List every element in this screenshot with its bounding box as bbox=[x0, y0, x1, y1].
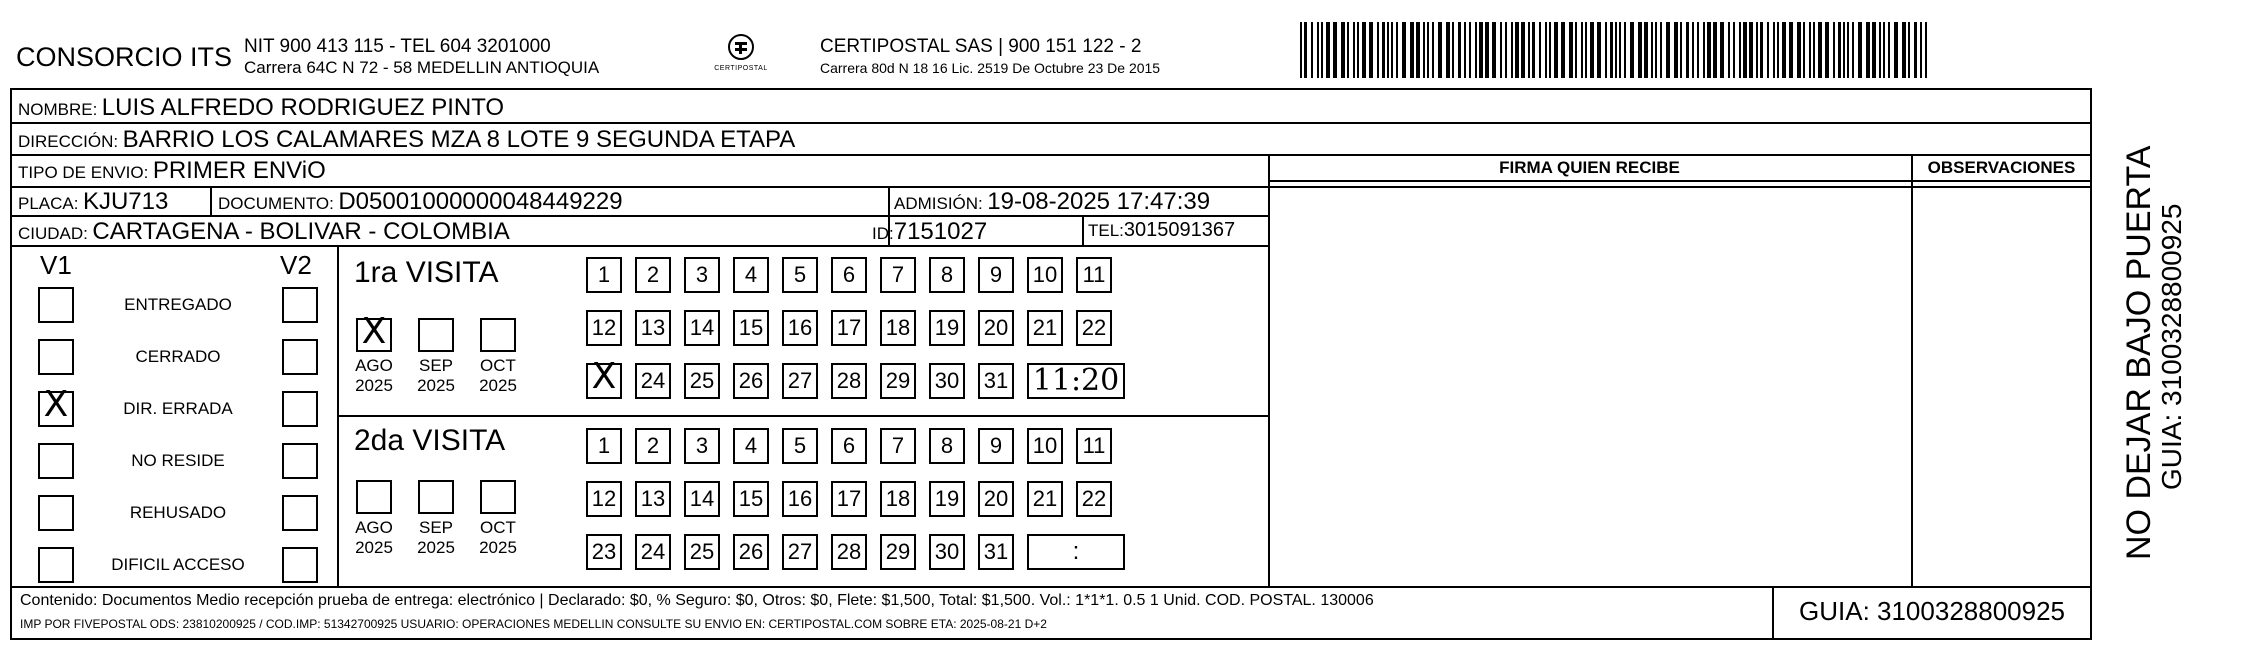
day-box[interactable]: 27 bbox=[782, 534, 818, 570]
id-value: 7151027 bbox=[893, 218, 988, 245]
placa-row bbox=[18, 188, 168, 216]
day-box[interactable]: 12 bbox=[586, 481, 622, 517]
day-box[interactable] bbox=[586, 356, 622, 399]
day-box[interactable]: 1 bbox=[586, 257, 622, 293]
day-box[interactable]: 2 bbox=[635, 257, 671, 293]
ciudad-label: CIUDAD: bbox=[18, 224, 88, 243]
day-box[interactable]: 4 bbox=[733, 428, 769, 464]
documento-label: DOCUMENTO: bbox=[218, 194, 334, 213]
side-guia: GUIA: 3100328800925 bbox=[2156, 203, 2187, 490]
day-box[interactable]: 14 bbox=[684, 310, 720, 346]
second-visit-label: 2da VISITA bbox=[354, 424, 506, 457]
day-box[interactable]: 5 bbox=[782, 257, 818, 293]
day-box[interactable]: 3 bbox=[684, 257, 720, 293]
tel-label: TEL: bbox=[1088, 221, 1124, 240]
day-box[interactable]: 7 bbox=[880, 257, 916, 293]
day-box[interactable]: 9 bbox=[978, 428, 1014, 464]
day-box[interactable]: 18 bbox=[880, 310, 916, 346]
status-label: DIR. ERRADA bbox=[123, 399, 233, 418]
time-field[interactable]: : bbox=[1027, 534, 1125, 570]
day-box[interactable]: 13 bbox=[635, 481, 671, 517]
day-box[interactable]: 19 bbox=[929, 310, 965, 346]
year-label: 2025 bbox=[479, 538, 517, 557]
firma-area[interactable] bbox=[1270, 182, 1909, 584]
admision-label: ADMISIÓN: bbox=[894, 194, 983, 213]
v1-checkbox[interactable] bbox=[38, 547, 74, 583]
status-label: DIFICIL ACCESO bbox=[111, 555, 245, 574]
v1-checkbox[interactable] bbox=[38, 495, 74, 531]
check-mark: X bbox=[591, 356, 617, 397]
logo-text: CERTIPOSTAL bbox=[714, 65, 768, 72]
firma-label: FIRMA QUIEN RECIBE bbox=[1499, 158, 1680, 177]
year-label: 2025 bbox=[417, 376, 455, 395]
day-box[interactable]: 4 bbox=[733, 257, 769, 293]
id-label: ID: bbox=[872, 224, 894, 243]
status-label: REHUSADO bbox=[129, 503, 227, 522]
tipo-value: PRIMER ENViO bbox=[152, 157, 326, 184]
day-box[interactable]: 28 bbox=[831, 534, 867, 570]
tipo-row bbox=[18, 157, 326, 185]
day-box[interactable]: 7 bbox=[880, 428, 916, 464]
documento-value: D05001000000048449229 bbox=[338, 188, 623, 215]
day-box[interactable]: 27 bbox=[782, 363, 818, 399]
direccion-label: DIRECCIÓN: bbox=[18, 132, 119, 151]
day-box[interactable]: 16 bbox=[782, 310, 818, 346]
admision-value: 19-08-2025 17:47:39 bbox=[987, 188, 1211, 215]
day-box[interactable]: 15 bbox=[733, 481, 769, 517]
day-box[interactable]: 22 bbox=[1076, 481, 1112, 517]
month-checkbox[interactable] bbox=[480, 480, 516, 514]
carrier-line1: CERTIPOSTAL SAS | 900 151 122 - 2 bbox=[820, 36, 1142, 57]
day-box[interactable]: 25 bbox=[684, 534, 720, 570]
check-mark: X bbox=[43, 384, 69, 425]
day-box[interactable]: 5 bbox=[782, 428, 818, 464]
day-box[interactable]: 24 bbox=[635, 534, 671, 570]
day-box[interactable]: 23 bbox=[586, 534, 622, 570]
month-label: SEP bbox=[418, 356, 454, 375]
v2-header: V2 bbox=[280, 250, 312, 280]
direccion-value: BARRIO LOS CALAMARES MZA 8 LOTE 9 SEGUNDA ETAPA bbox=[122, 126, 796, 153]
day-box[interactable]: 14 bbox=[684, 481, 720, 517]
admision-row bbox=[894, 188, 1210, 216]
day-box[interactable]: 8 bbox=[929, 428, 965, 464]
v1-checkbox[interactable] bbox=[38, 384, 74, 427]
month-label: AGO bbox=[355, 518, 393, 537]
month-checkbox[interactable] bbox=[480, 318, 516, 352]
v1-checkbox[interactable] bbox=[38, 287, 74, 323]
v2-checkbox[interactable] bbox=[282, 391, 318, 427]
company-line1: NIT 900 413 115 - TEL 604 3201000 bbox=[244, 36, 551, 57]
day-box[interactable]: 6 bbox=[831, 257, 867, 293]
observaciones-area[interactable] bbox=[1913, 182, 2090, 584]
day-box[interactable]: 6 bbox=[831, 428, 867, 464]
month-label: AGO bbox=[355, 356, 393, 375]
day-box[interactable]: 22 bbox=[1076, 310, 1112, 346]
day-box[interactable]: 13 bbox=[635, 310, 671, 346]
month-checkbox[interactable] bbox=[356, 311, 392, 352]
day-box[interactable]: 31 bbox=[978, 534, 1014, 570]
documento-row bbox=[218, 188, 623, 216]
carrier-line2: Carrera 80d N 18 16 Lic. 2519 De Octubre 23 De 2015 bbox=[820, 60, 1161, 76]
nombre-value: LUIS ALFREDO RODRIGUEZ PINTO bbox=[101, 94, 505, 121]
direccion-row bbox=[18, 126, 795, 154]
day-box[interactable]: 25 bbox=[684, 363, 720, 399]
month-label: OCT bbox=[480, 518, 516, 537]
month-checkbox[interactable] bbox=[356, 480, 392, 514]
day-box[interactable]: 21 bbox=[1027, 310, 1063, 346]
nombre-label: NOMBRE: bbox=[18, 100, 98, 119]
status-label: ENTREGADO bbox=[124, 295, 232, 314]
day-box[interactable]: 16 bbox=[782, 481, 818, 517]
v2-checkbox[interactable] bbox=[282, 339, 318, 375]
status-label: CERRADO bbox=[135, 347, 221, 366]
nombre-row bbox=[18, 94, 504, 122]
v1-header: V1 bbox=[40, 250, 72, 280]
observaciones-label: OBSERVACIONES bbox=[1927, 158, 2076, 177]
day-box[interactable]: 1 bbox=[586, 428, 622, 464]
footer-imp: IMP POR FIVEPOSTAL ODS: 23810200925 / COD.IMP: 51342700925 USUARIO: OPERACIONES MEDELLIN CONSULTE SU ENVIO EN: CERTIPOSTAL.COM SOBRE ETA: 2025-08-21 D+2 bbox=[20, 617, 1047, 631]
day-box[interactable]: 8 bbox=[929, 257, 965, 293]
tel-value: 3015091367 bbox=[1123, 219, 1236, 241]
v2-checkbox[interactable] bbox=[282, 495, 318, 531]
year-label: 2025 bbox=[479, 376, 517, 395]
month-checkbox[interactable] bbox=[418, 480, 454, 514]
certipostal-logo-icon bbox=[726, 32, 756, 62]
day-box[interactable]: 3 bbox=[684, 428, 720, 464]
year-label: 2025 bbox=[355, 538, 393, 557]
ciudad-row bbox=[18, 218, 510, 246]
day-box[interactable]: 31 bbox=[978, 363, 1014, 399]
v1-checkbox[interactable] bbox=[38, 339, 74, 375]
day-box[interactable]: 19 bbox=[929, 481, 965, 517]
day-box[interactable]: 20 bbox=[978, 481, 1014, 517]
id-row bbox=[872, 218, 987, 246]
placa-label: PLACA: bbox=[18, 194, 79, 213]
first-visit-label: 1ra VISITA bbox=[354, 256, 499, 289]
status-label: NO RESIDE bbox=[131, 451, 225, 470]
footer-contenido: Contenido: Documentos Medio recepción prueba de entrega: electrónico | Declarado: $0, % Seguro: $0, Otros: $0, Flete: $1,500, Total: $1,500. Vol.: 1*1*1. 0.5 1 Unid. COD. POSTAL. 130006 bbox=[20, 592, 1374, 609]
tipo-label: TIPO DE ENVIO: bbox=[18, 163, 149, 182]
day-box[interactable]: 20 bbox=[978, 310, 1014, 346]
day-box[interactable]: 21 bbox=[1027, 481, 1063, 517]
certipostal-logo bbox=[706, 32, 776, 80]
time-field[interactable]: 11:20 bbox=[1027, 363, 1125, 399]
day-box[interactable]: 29 bbox=[880, 534, 916, 570]
day-box[interactable]: 10 bbox=[1027, 257, 1063, 293]
placa-value: KJU713 bbox=[82, 188, 169, 215]
day-box[interactable]: 30 bbox=[929, 363, 965, 399]
day-box[interactable]: 24 bbox=[635, 363, 671, 399]
day-box[interactable]: 11 bbox=[1076, 257, 1112, 293]
day-box[interactable]: 26 bbox=[733, 363, 769, 399]
day-box[interactable]: 30 bbox=[929, 534, 965, 570]
footer-guia: GUIA: 3100328800925 bbox=[1799, 596, 2065, 626]
day-box[interactable]: 17 bbox=[831, 310, 867, 346]
year-label: 2025 bbox=[355, 376, 393, 395]
year-label: 2025 bbox=[417, 538, 455, 557]
v2-checkbox[interactable] bbox=[282, 547, 318, 583]
v2-checkbox[interactable] bbox=[282, 287, 318, 323]
company-name: CONSORCIO ITS bbox=[16, 42, 233, 72]
day-box[interactable]: 11 bbox=[1076, 428, 1112, 464]
day-box[interactable]: 18 bbox=[880, 481, 916, 517]
day-box[interactable]: 29 bbox=[880, 363, 916, 399]
day-box[interactable]: 10 bbox=[1027, 428, 1063, 464]
day-box[interactable]: 26 bbox=[733, 534, 769, 570]
day-box[interactable]: 15 bbox=[733, 310, 769, 346]
day-box[interactable]: 9 bbox=[978, 257, 1014, 293]
month-label: SEP bbox=[418, 518, 454, 537]
day-box[interactable]: 12 bbox=[586, 310, 622, 346]
tel-row bbox=[1088, 219, 1235, 242]
v2-checkbox[interactable] bbox=[282, 443, 318, 479]
day-box[interactable]: 28 bbox=[831, 363, 867, 399]
day-box[interactable]: 17 bbox=[831, 481, 867, 517]
month-checkbox[interactable] bbox=[418, 318, 454, 352]
side-warning: NO DEJAR BAJO PUERTA bbox=[2120, 145, 2158, 560]
day-box[interactable]: 2 bbox=[635, 428, 671, 464]
month-label: OCT bbox=[480, 356, 516, 375]
company-line2: Carrera 64C N 72 - 58 MEDELLIN ANTIOQUIA bbox=[244, 58, 600, 77]
ciudad-value: CARTAGENA - BOLIVAR - COLOMBIA bbox=[92, 218, 510, 245]
v1-checkbox[interactable] bbox=[38, 443, 74, 479]
barcode bbox=[1300, 22, 1936, 78]
check-mark: X bbox=[361, 311, 387, 352]
